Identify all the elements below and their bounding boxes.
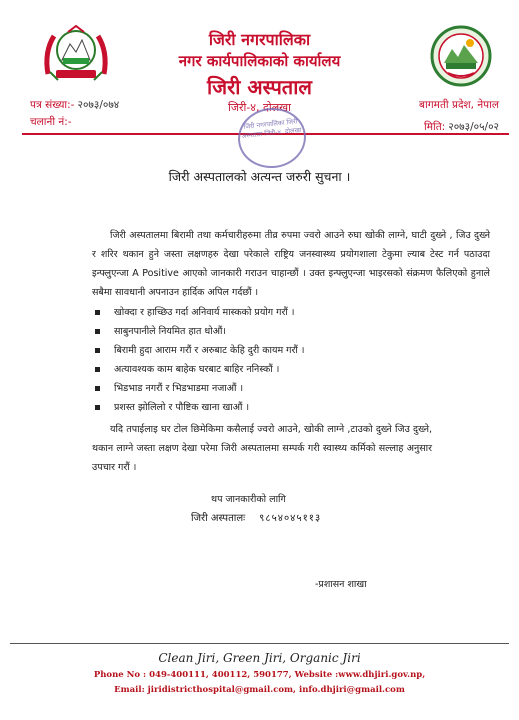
dispatch-number: चलानी नं:- [30,116,72,128]
date-value: २०७३/०५/०२ [448,121,499,133]
list-item: अत्यावश्यक काम बाहेक घरबाट बाहिर ननिस्कौं । [92,360,304,379]
footer-divider [10,643,509,644]
municipality-name: जिरी नगरपालिका [208,30,311,49]
footer-email: Email: jiridistricthospital@gmail.com, info.dhjiri@gmail.com [114,685,405,695]
notice-paragraph-2: यदि तपाईलाइ घर टोल छिमेकिमा कसैलाई ज्वरो आउने, खोकी लाग्ने ,टाउको दुख्ने जिउ दुख्ने, थकान लाग्ने जस्ता लक्षण देखा परेमा जिरी अस्पतालमा सम्पर्क गरी स्वास्थ्य कर्मिको सल्लाह अनुसार उपचार गरौं । [92,424,432,473]
footer-slogan: Clean Jiri, Green Jiri, Organic Jiri [158,651,361,665]
reference-value: २०७३/०७४ [77,99,120,111]
more-info-label: थप जानकारीको लागि [211,494,286,505]
notice-paragraph-1: जिरी अस्पतालमा बिरामी तथा कर्मचारीहरुमा तीव्र रुपमा ज्वरो आउने रुघा खोकी लाग्ने, घाटी दुख्ने , जिउ दुख्ने र शरिर थकान हुने जस्ता लक्षणहरु देखा परेकाले राष्ट्रिय जनस्वास्थ्य प्रयोगशाला टेकुमा ल्याब टेस्ट गर्न पठाउदा इन्फ्लुएन्जा A Positive आएको जानकारी गराउन चाहान्छौं । उक्त इन्फ्लुएन्जा भाइरसको संक्रमण फैलिएको हुनाले सबैमा सावधानी अपनाउन हार्दिक अपिल गर्दछौं । [92,230,490,298]
reference-number [30,98,119,112]
contact-number: ९८५४०४५११३ [259,513,322,524]
office-stamp: जिरी नगरपालिका जिरी अस्पताल जिरी-४, दोलखा [235,105,309,172]
reference-label: पत्र संख्या:- [30,99,75,111]
list-item: बिरामी हुदा आराम गरौं र अरुबाट केहि दुरी कायम गरौं । [92,341,304,360]
footer-phone-website: Phone No : 049-400111, 400112, 590177, Website :www.dhjiri.gov.np, [93,670,426,680]
precaution-list [92,303,304,417]
province-name: बागमती प्रदेश, नेपाल [419,99,499,111]
list-item: भिडभाड नगरौं र भिडभाडमा नजाऔं । [92,379,304,398]
letter-date [424,120,499,134]
hospital-address: जिरी-४, दोलखा [227,101,292,114]
office-name: नगर कार्यपालिकाको कार्यालय [178,52,341,70]
signoff: -प्रशासन शाखा [315,579,367,590]
contact-line [191,510,321,524]
notice-subject: जिरी अस्पतालको अत्यन्त जरुरी सुचना । [168,169,351,184]
list-item: खोक्दा र हाच्छिउ गर्दा अनिवार्य मास्कको प्रयोग गरौं । [92,303,304,322]
hospital-name: जिरी अस्पताल [207,75,312,99]
list-item: साबुनपानीले नियमित हात धोऔं। [92,322,304,341]
list-item: प्रशस्त झोलिलो र पौष्टिक खाना खाऔं । [92,398,304,417]
contact-label: जिरी अस्पतालः [191,513,246,524]
date-label: मिति: [423,121,446,133]
